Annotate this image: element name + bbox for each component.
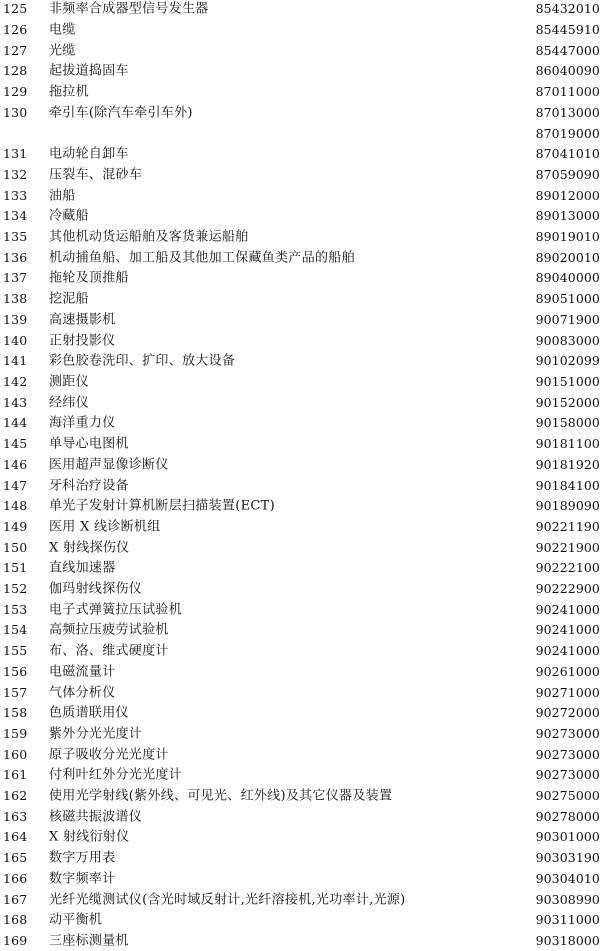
row-number: 136 <box>3 249 28 265</box>
tariff-code: 89051000 <box>535 290 600 306</box>
tariff-code: 90308990 <box>535 891 600 907</box>
table-row <box>0 413 603 434</box>
tariff-code: 90241000 <box>535 622 600 638</box>
tariff-code: 90189090 <box>535 497 600 513</box>
item-name: 拖拉机 <box>49 84 89 100</box>
item-name: 三座标测量机 <box>49 933 129 949</box>
item-name: 拖轮及顶推船 <box>49 270 129 286</box>
row-number: 157 <box>3 684 28 700</box>
tariff-code: 85432010 <box>535 1 600 17</box>
table-row <box>0 227 603 248</box>
table-row <box>0 806 603 827</box>
item-name: 原子吸收分光光度计 <box>49 747 169 763</box>
item-name: 光纤光缆测试仪(含光时域反射计,光纤溶接机,光功率计,光源) <box>49 892 406 908</box>
table-row <box>0 289 603 310</box>
table-row <box>0 744 603 765</box>
table-row <box>0 103 603 124</box>
table-row <box>0 827 603 848</box>
tariff-code: 90271000 <box>535 684 600 700</box>
tariff-code: 86040090 <box>535 63 600 79</box>
item-name: 海洋重力仪 <box>49 415 116 431</box>
row-number: 131 <box>3 146 28 162</box>
item-name: X 射线探伤仪 <box>49 540 130 556</box>
table-row <box>0 662 603 683</box>
item-name: 付利叶红外分光光度计 <box>49 767 183 783</box>
table-row <box>0 454 603 475</box>
item-name: 正射投影仪 <box>49 333 116 349</box>
tariff-code: 89040000 <box>535 270 600 286</box>
table-row <box>0 599 603 620</box>
table-row <box>0 206 603 227</box>
row-number: 130 <box>3 104 28 120</box>
item-name: 电子式弹簧拉压试验机 <box>49 602 183 618</box>
tariff-code: 90273000 <box>535 725 600 741</box>
table-row <box>0 475 603 496</box>
table-row <box>0 620 603 641</box>
tariff-code: 89020010 <box>535 249 600 265</box>
row-number: 165 <box>3 849 28 865</box>
item-name: 气体分析仪 <box>49 685 116 701</box>
table-row <box>0 165 603 186</box>
tariff-code: 87019000 <box>535 125 600 141</box>
item-name: 彩色胶卷洗印、扩印、放大设备 <box>49 353 236 369</box>
row-number: 151 <box>3 560 28 576</box>
table-row <box>0 330 603 351</box>
row-number: 148 <box>3 497 28 513</box>
row-number: 129 <box>3 83 28 99</box>
tariff-code: 90278000 <box>535 808 600 824</box>
table-row <box>0 641 603 662</box>
table-row <box>0 931 603 951</box>
item-name: 使用光学射线(紫外线、可见光、红外线)及其它仪器及装置 <box>49 788 393 804</box>
row-number: 133 <box>3 187 28 203</box>
tariff-code: 90301000 <box>535 829 600 845</box>
item-name: 其他机动货运船舶及客货兼运船舶 <box>49 229 249 245</box>
row-number: 162 <box>3 787 28 803</box>
row-number: 169 <box>3 932 28 948</box>
table-row <box>0 185 603 206</box>
tariff-code: 90184100 <box>535 477 600 493</box>
item-name: 动平衡机 <box>49 912 103 928</box>
row-number: 168 <box>3 912 28 928</box>
item-name: 核磁共振波谱仪 <box>49 809 143 825</box>
tariff-code: 90318000 <box>535 932 600 948</box>
table-row <box>0 392 603 413</box>
tariff-code: 90181920 <box>535 456 600 472</box>
item-name: 电缆 <box>49 22 76 38</box>
table-row <box>0 889 603 910</box>
tariff-code: 87059090 <box>535 166 600 182</box>
item-name: 数字频率计 <box>49 871 116 887</box>
tariff-code: 87011000 <box>535 83 600 99</box>
item-name: 冷藏船 <box>49 208 89 224</box>
tariff-code: 90222100 <box>535 560 600 576</box>
row-number: 132 <box>3 166 28 182</box>
table-row <box>0 434 603 455</box>
item-name: 机动捕鱼船、加工船及其他加工保藏鱼类产品的船舶 <box>49 250 355 266</box>
row-number: 149 <box>3 518 28 534</box>
tariff-code: 90304010 <box>535 870 600 886</box>
tariff-code: 90273000 <box>535 767 600 783</box>
item-name: 非频率合成器型信号发生器 <box>49 1 209 17</box>
row-number: 159 <box>3 725 28 741</box>
table-row <box>0 703 603 724</box>
row-number: 140 <box>3 332 28 348</box>
table-row <box>0 351 603 372</box>
tariff-code: 90158000 <box>535 415 600 431</box>
item-name: 高频拉压疲劳试验机 <box>49 622 169 638</box>
row-number: 143 <box>3 394 28 410</box>
table-row <box>0 724 603 745</box>
tariff-code: 90275000 <box>535 787 600 803</box>
item-name: 色质谱联用仪 <box>49 705 129 721</box>
row-number: 155 <box>3 642 28 658</box>
item-name: 挖泥船 <box>49 291 89 307</box>
item-name: 压裂车、混砂车 <box>49 167 143 183</box>
table-row <box>0 579 603 600</box>
item-name: 牙科治疗设备 <box>49 478 129 494</box>
row-number: 150 <box>3 539 28 555</box>
table-row <box>0 682 603 703</box>
item-name: 高速摄影机 <box>49 312 116 328</box>
item-name: 油船 <box>49 188 76 204</box>
tariff-code: 90273000 <box>535 746 600 762</box>
tariff-code: 89019010 <box>535 228 600 244</box>
row-number: 127 <box>3 42 28 58</box>
item-name: 紫外分光光度计 <box>49 726 143 742</box>
item-name: 伽玛射线探伤仪 <box>49 581 143 597</box>
row-number: 146 <box>3 456 28 472</box>
row-number: 144 <box>3 415 28 431</box>
row-number: 135 <box>3 228 28 244</box>
row-number: 153 <box>3 601 28 617</box>
row-number: 158 <box>3 705 28 720</box>
tariff-code: 87041010 <box>535 146 600 162</box>
tariff-code: 90241000 <box>535 642 600 658</box>
item-name: 电动轮自卸车 <box>49 146 129 162</box>
row-number: 125 <box>3 1 28 17</box>
row-number: 134 <box>3 208 28 224</box>
item-name: 数字万用表 <box>49 850 116 866</box>
tariff-code: 90083000 <box>535 332 600 348</box>
item-name: 布、洛、维式硬度计 <box>49 643 169 659</box>
item-name: 测距仪 <box>49 374 89 390</box>
row-number: 145 <box>3 435 28 451</box>
tariff-code: 90071900 <box>535 311 600 327</box>
tariff-code: 90181100 <box>535 435 600 451</box>
tariff-code: 90221190 <box>535 518 600 534</box>
table-row <box>0 144 603 165</box>
item-name: 光缆 <box>49 43 76 59</box>
tariff-code: 90272000 <box>535 705 600 720</box>
item-name: 经纬仪 <box>49 395 89 411</box>
item-name: 牵引车(除汽车牵引车外) <box>49 105 193 121</box>
table-row <box>0 786 603 807</box>
row-number: 137 <box>3 270 28 286</box>
table-row <box>0 61 603 82</box>
table-row <box>0 0 603 20</box>
item-name: 电磁流量计 <box>49 664 116 680</box>
row-number: 156 <box>3 663 28 679</box>
row-number: 152 <box>3 580 28 596</box>
row-number: 160 <box>3 746 28 762</box>
table-row <box>0 848 603 869</box>
tariff-code: 90151000 <box>535 373 600 389</box>
item-name: 医用 X 线诊断机组 <box>49 519 161 535</box>
row-number: 161 <box>3 767 28 783</box>
row-number: 167 <box>3 891 28 907</box>
row-number: 128 <box>3 63 28 79</box>
row-number: 139 <box>3 311 28 327</box>
table-row <box>0 247 603 268</box>
row-number: 163 <box>3 808 28 824</box>
tariff-code: 90152000 <box>535 394 600 410</box>
tariff-code: 90311000 <box>535 912 600 928</box>
table-row <box>0 82 603 103</box>
item-name: 起拔道捣固车 <box>49 63 129 79</box>
tariff-code: 89012000 <box>535 187 600 203</box>
tariff-code: 85445910 <box>535 21 600 37</box>
item-name: 直线加速器 <box>49 560 116 576</box>
row-number: 141 <box>3 353 28 369</box>
table-row <box>0 20 603 41</box>
tariff-code: 90222900 <box>535 580 600 596</box>
table-row <box>0 40 603 61</box>
tariff-code: 90303190 <box>535 849 600 865</box>
row-number: 164 <box>3 829 28 845</box>
table-row <box>0 268 603 289</box>
item-name: 单导心电图机 <box>49 436 129 452</box>
row-number: 138 <box>3 290 28 306</box>
table-row <box>0 496 603 517</box>
tariff-code: 90261000 <box>535 663 600 679</box>
row-number: 126 <box>3 21 28 37</box>
table-row <box>0 310 603 331</box>
row-number: 142 <box>3 373 28 389</box>
tariff-code: 90241000 <box>535 601 600 617</box>
table-row <box>0 558 603 579</box>
table-row <box>0 517 603 538</box>
row-number: 147 <box>3 477 28 493</box>
table-row <box>0 372 603 393</box>
tariff-code: 90102099 <box>535 353 600 369</box>
tariff-code: 90221900 <box>535 539 600 555</box>
table-row <box>0 123 603 144</box>
tariff-code: 87013000 <box>535 104 600 120</box>
item-name: 单光子发射计算机断层扫描装置(ECT) <box>49 498 275 514</box>
row-number: 154 <box>3 622 28 638</box>
row-number: 166 <box>3 870 28 886</box>
table-row <box>0 910 603 931</box>
item-name: X 射线衍射仪 <box>49 829 130 845</box>
table-row <box>0 537 603 558</box>
item-name: 医用超声显像诊断仪 <box>49 457 169 473</box>
table-row <box>0 869 603 890</box>
tariff-code: 85447000 <box>535 42 600 58</box>
table-row <box>0 765 603 786</box>
tariff-code: 89013000 <box>535 208 600 224</box>
